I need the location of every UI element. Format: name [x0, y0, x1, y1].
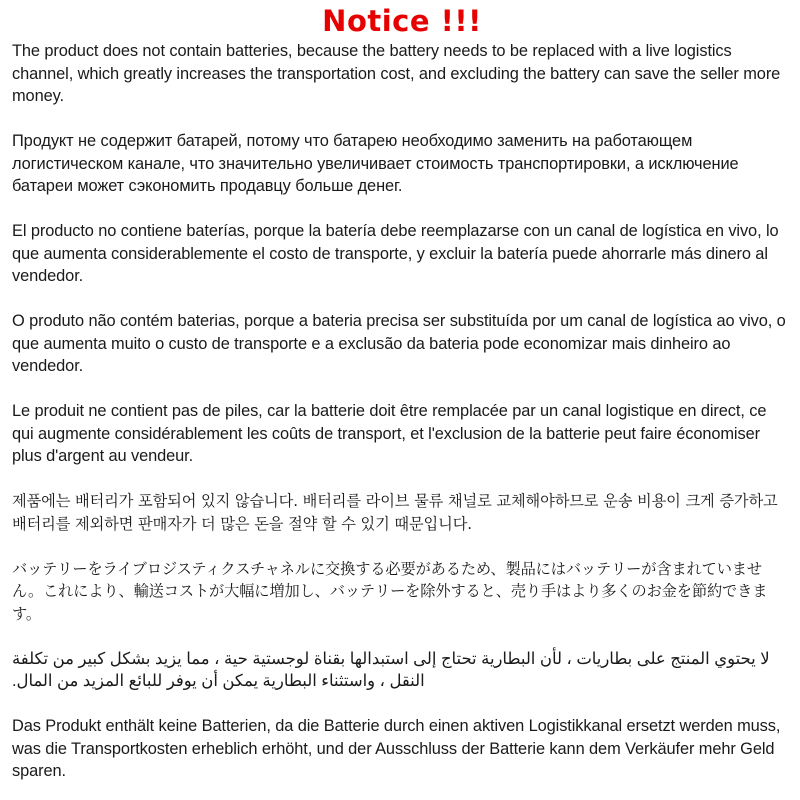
paragraph-russian: Продукт не содержит батарей, потому что батарею необходимо заменить на работающем логистическом канале, что значительно увеличивает стоимость транспортировки, а исключение батареи может сэкономить продавцу больше денег. — [12, 132, 739, 195]
paragraph-arabic: لا يحتوي المنتج على بطاريات ، لأن البطارية تحتاج إلى استبدالها بقناة لوجستية حية ، مما يزيد بشكل كبير من تكلفة النقل ، واستثناء البطارية يمكن أن يوفر للبائع المزيد من المال. — [12, 649, 770, 690]
notice-title: Notice !!! — [322, 4, 482, 38]
paragraph-portuguese: O produto não contém baterias, porque a bateria precisa ser substituída por um canal de logística ao vivo, o que aumenta muito o custo de transporte e a exclusão da bateria pode economizar mais dinheiro ao vendedor. — [12, 312, 786, 375]
paragraph-german: Das Produkt enthält keine Batterien, da die Batterie durch einen aktiven Logistikkanal ersetzt werden muss, was die Transportkosten erheblich erhöht, und der Ausschluss der Batterie kann dem Verkäufer mehr Geld sparen. — [12, 717, 781, 780]
paragraph-korean: 제품에는 배터리가 포함되어 있지 않습니다. 배터리를 라이브 물류 채널로 교체해야하므로 운송 비용이 크게 증가하고 배터리를 제외하면 판매자가 더 많은 돈을 절약 할 수 있기 때문입니다. — [12, 492, 778, 533]
paragraph-japanese: バッテリーをライブロジスティクスチャネルに交換する必要があるため、製品にはバッテリーが含まれていません。これにより、輸送コストが大幅に増加し、バッテリーを除外すると、売り手はより多くのお金を節約できます。 — [12, 559, 768, 623]
paragraph-french: Le produit ne contient pas de piles, car la batterie doit être remplacée par un canal logistique en direct, ce qui augmente considérablement les coûts de transport, et l'exclusion de la batterie peut faire économiser plus d'argent au vendeur. — [12, 402, 767, 465]
paragraph-spanish: El producto no contiene baterías, porque la batería debe reemplazarse con un canal de logística en vivo, lo que aumenta considerablemente el costo de transporte, y excluir la batería puede ahorrarle más dinero al vendedor. — [12, 222, 779, 285]
paragraph-english: The product does not contain batteries, because the battery needs to be replaced with a live logistics channel, which greatly increases the transportation cost, and excluding the battery can save the seller more money. — [12, 42, 781, 105]
